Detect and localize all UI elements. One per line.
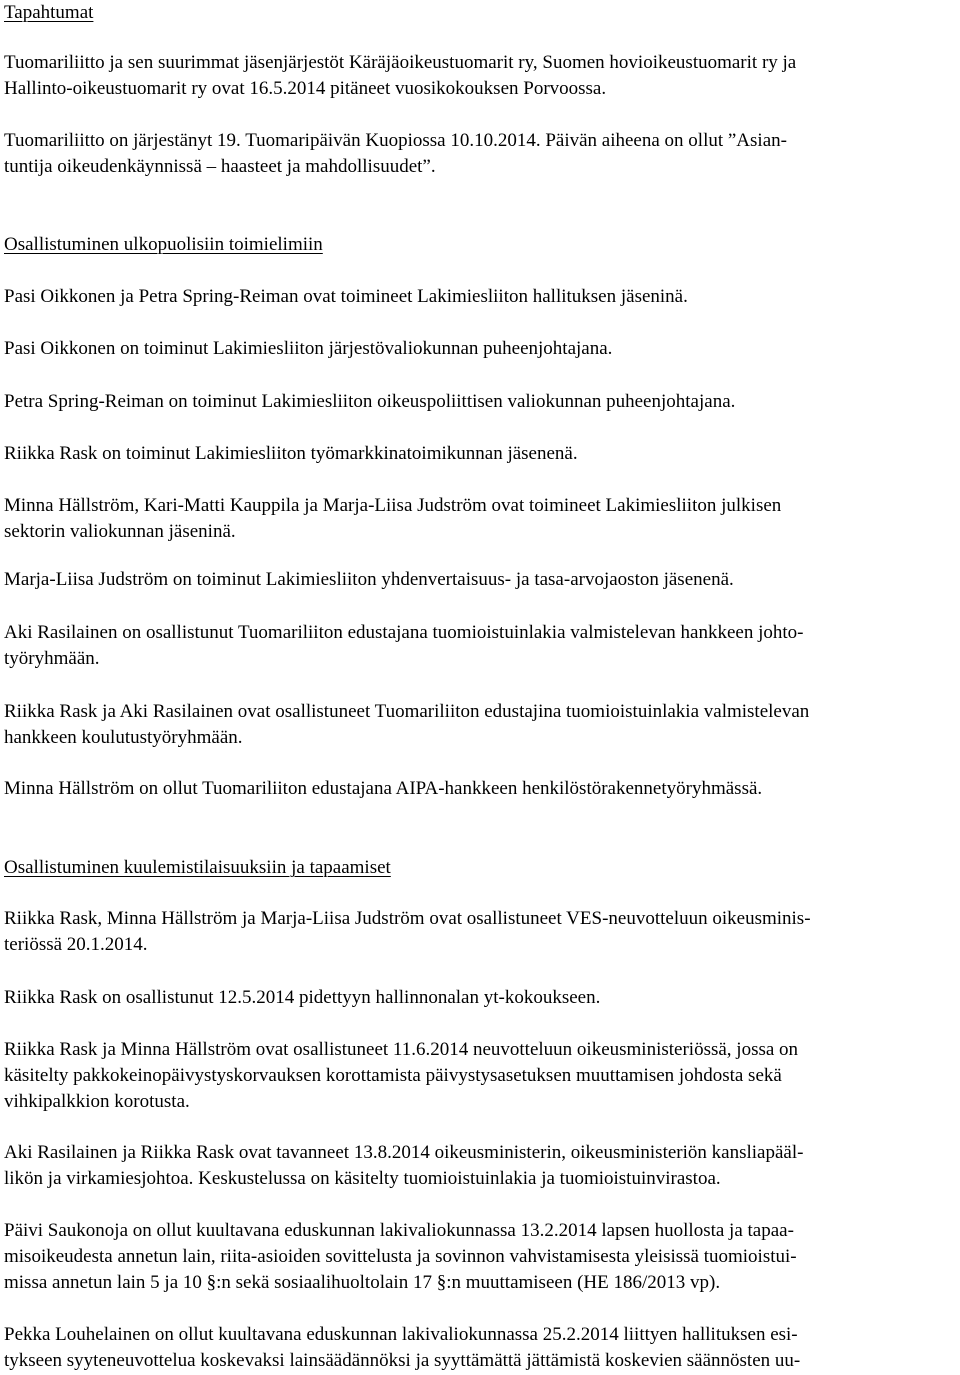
- heading-kuulemistilaisuudet: Osallistuminen kuulemistilaisuuksiin ja tapaamiset: [4, 857, 391, 878]
- paragraph-line: Petra Spring-Reiman on toiminut Lakimiesliiton oikeuspoliittisen valiokunnan puheenjohtajana.: [4, 391, 736, 412]
- paragraph: [4, 906, 956, 958]
- paragraph-line: Aki Rasilainen on osallistunut Tuomariliiton edustajana tuomioistuinlakia valmistelevan hankkeen johto-: [4, 622, 804, 643]
- paragraph: [4, 620, 956, 672]
- paragraph-line: Hallinto-oikeustuomarit ry ovat 16.5.2014 pitäneet vuosikokouksen Porvoossa.: [4, 78, 607, 99]
- paragraph: [4, 699, 956, 751]
- paragraph-line: Riikka Rask on osallistunut 12.5.2014 pidettyyn hallinnonalan yt-kokoukseen.: [4, 987, 601, 1008]
- paragraph-line: Riikka Rask ja Aki Rasilainen ovat osallistuneet Tuomariliiton edustajina tuomioistuinlakia valmistelevan: [4, 701, 810, 722]
- section-heading: [4, 232, 956, 258]
- paragraph: [4, 776, 956, 802]
- paragraph-line: Pekka Louhelainen on ollut kuultavana eduskunnan lakivaliokunnassa 25.2.2014 liittyen hallituksen esi-: [4, 1324, 798, 1345]
- paragraph: [4, 1218, 956, 1296]
- paragraph-line: Tuomariliitto on järjestänyt 19. Tuomaripäivän Kuopiossa 10.10.2014. Päivän aiheena on ollut ”Asian-: [4, 130, 787, 151]
- paragraph: [4, 1322, 956, 1374]
- paragraph-line: Minna Hällström, Kari-Matti Kauppila ja Marja-Liisa Judström ovat toimineet Lakimiesliiton julkisen: [4, 495, 782, 516]
- paragraph: [4, 50, 956, 102]
- paragraph-line: Riikka Rask, Minna Hällström ja Marja-Liisa Judström ovat osallistuneet VES-neuvotteluun oikeusminis-: [4, 908, 811, 929]
- paragraph: [4, 128, 956, 180]
- paragraph: [4, 336, 956, 362]
- paragraph-line: Päivi Saukonoja on ollut kuultavana eduskunnan lakivaliokunnassa 13.2.2014 lapsen huollosta ja tapaa-: [4, 1220, 794, 1241]
- section-heading: [4, 855, 956, 881]
- paragraph: [4, 441, 956, 467]
- paragraph-line: Aki Rasilainen ja Riikka Rask ovat tavanneet 13.8.2014 oikeusministerin, oikeusministeriön kansliapääl-: [4, 1142, 804, 1163]
- paragraph-line: Tuomariliitto ja sen suurimmat jäsenjärjestöt Käräjäoikeustuomarit ry, Suomen hovioikeustuomarit ry ja: [4, 52, 797, 73]
- paragraph-line: Minna Hällström on ollut Tuomariliiton edustajana AIPA-hankkeen henkilöstörakennetyöryhmässä.: [4, 778, 763, 799]
- heading-ulkopuoliset-toimielimet: Osallistuminen ulkopuolisiin toimielimiin: [4, 234, 323, 255]
- paragraph: [4, 389, 956, 415]
- paragraph-line: Riikka Rask ja Minna Hällström ovat osallistuneet 11.6.2014 neuvotteluun oikeusministeriössä, jossa on: [4, 1039, 799, 1060]
- paragraph: [4, 284, 956, 310]
- paragraph-line: Pasi Oikkonen ja Petra Spring-Reiman ovat toimineet Lakimiesliiton hallituksen jäseninä.: [4, 286, 688, 307]
- paragraph-line: misoikeudesta annetun lain, riita-asioiden sovittelusta ja sovinnon vahvistamisesta yleisissä tuomioistui-: [4, 1246, 797, 1267]
- paragraph: [4, 985, 956, 1011]
- paragraph-line: Pasi Oikkonen on toiminut Lakimiesliiton järjestövaliokunnan puheenjohtajana.: [4, 338, 613, 359]
- paragraph: [4, 1140, 956, 1192]
- paragraph: [4, 567, 956, 593]
- paragraph-line: Riikka Rask on toiminut Lakimiesliiton työmarkkinatoimikunnan jäsenenä.: [4, 443, 578, 464]
- heading-tapahtumat: Tapahtumat: [4, 2, 94, 23]
- paragraph-line: sektorin valiokunnan jäseninä.: [4, 521, 236, 542]
- paragraph-line: tykseen syyteneuvottelua koskevaksi lainsäädännöksi ja syyttämättä jättämistä koskevien säännösten uu-: [4, 1350, 801, 1371]
- paragraph: [4, 1037, 956, 1115]
- paragraph-line: tuntija oikeudenkäynnissä – haasteet ja mahdollisuudet”.: [4, 156, 436, 177]
- paragraph-line: teriössä 20.1.2014.: [4, 934, 148, 955]
- paragraph-line: vihkipalkkion korotusta.: [4, 1091, 190, 1112]
- paragraph: [4, 493, 956, 545]
- paragraph-line: hankkeen koulutustyöryhmään.: [4, 727, 243, 748]
- paragraph-line: työryhmään.: [4, 648, 100, 669]
- paragraph-line: käsitelty pakkokeinopäivystyskorvauksen korottamista päivystysasetuksen muuttamisen johdosta sekä: [4, 1065, 782, 1086]
- paragraph-line: likön ja virkamiesjohtoa. Keskustelussa on käsitelty tuomioistuinlakia ja tuomioistuinvirastoa.: [4, 1168, 721, 1189]
- paragraph-line: Marja-Liisa Judström on toiminut Lakimiesliiton yhdenvertaisuus- ja tasa-arvojaoston jäsenenä.: [4, 569, 734, 590]
- paragraph-line: missa annetun lain 5 ja 10 §:n sekä sosiaalihuoltolain 17 §:n muuttamiseen (HE 186/2013 vp).: [4, 1272, 721, 1293]
- section-heading: [4, 0, 956, 26]
